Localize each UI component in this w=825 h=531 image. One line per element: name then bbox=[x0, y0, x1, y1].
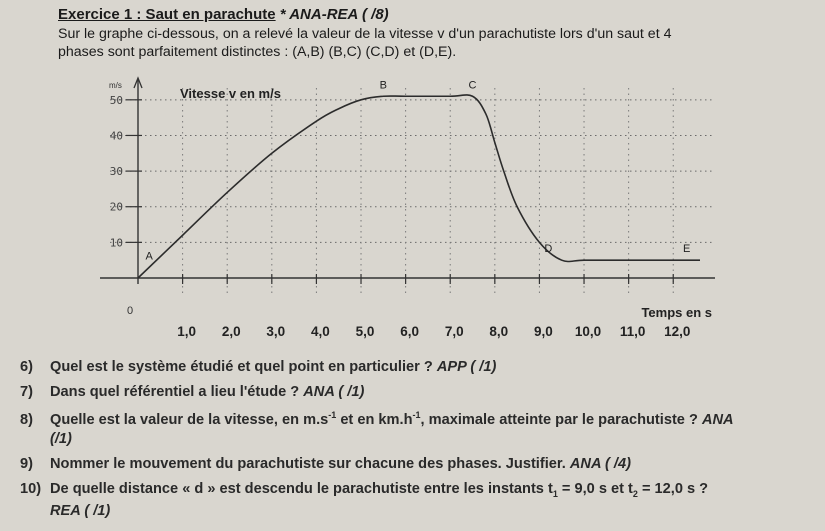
exercise-badge: * ANA-REA ( /8) bbox=[279, 6, 389, 23]
y-tick-label-3: 40 bbox=[109, 129, 123, 143]
x-tick-label-3: 4,0 bbox=[311, 324, 330, 339]
x-tick-label-4: 5,0 bbox=[355, 324, 375, 339]
question-10 bbox=[20, 480, 820, 503]
time-subscript-1: 1 bbox=[552, 488, 558, 499]
question-6 bbox=[20, 358, 496, 376]
exercise-title-text: Exercice 1 : Saut en parachute bbox=[58, 6, 276, 23]
question-tag: APP ( /1) bbox=[436, 359, 497, 375]
point-label-d: D bbox=[544, 243, 553, 256]
x-tick-label-1: 2,0 bbox=[221, 324, 241, 339]
question-8 bbox=[20, 406, 820, 429]
x-tick-label-9: 10,0 bbox=[574, 324, 602, 339]
question-number: 7) bbox=[20, 384, 33, 400]
question-text: Nommer le mouvement du parachutiste sur chacune des phases. Justifier. bbox=[50, 456, 566, 472]
question-text-b: et en km.h bbox=[336, 411, 413, 428]
intro-line-2: phases sont parfaitement distinctes : (A,B) (B,C) (C,D) et (D,E). bbox=[58, 44, 457, 60]
question-7 bbox=[20, 383, 364, 401]
question-tag: ANA ( /1) bbox=[303, 384, 365, 400]
question-text: Quel est le système étudié et quel point en particulier ? bbox=[50, 359, 433, 375]
unit-exponent-1: -1 bbox=[328, 410, 337, 420]
x-tick-label-7: 8,0 bbox=[489, 324, 509, 339]
x-tick-label-0: 1,0 bbox=[177, 324, 196, 339]
x-tick-label-10: 11,0 bbox=[619, 324, 646, 339]
point-label-e: E bbox=[682, 243, 691, 256]
question-tag: (/1) bbox=[50, 431, 72, 447]
y-tick-label-4: 50 bbox=[109, 93, 123, 107]
y-axis-unit: m/s bbox=[109, 81, 122, 90]
x-tick-label-11: 12,0 bbox=[664, 324, 691, 339]
intro-line-1: Sur le graphe ci-dessous, on a relevé la valeur de la vitesse v d'un parachutiste lors d'un saut et 4 bbox=[58, 26, 672, 42]
point-label-c: C bbox=[468, 79, 477, 92]
x-tick-label-6: 7,0 bbox=[444, 324, 464, 339]
question-10-tag-line bbox=[50, 502, 110, 520]
y-tick-label-2: 30 bbox=[109, 165, 123, 179]
point-label-b: B bbox=[379, 79, 387, 92]
time-subscript-2: 2 bbox=[632, 488, 638, 499]
question-text-a: Quelle est la valeur de la vitesse, en m.s bbox=[50, 411, 329, 428]
question-9 bbox=[20, 455, 631, 473]
y-tick-label-1: 20 bbox=[109, 200, 123, 214]
y-tick-label-0: 10 bbox=[109, 236, 123, 250]
question-tag: REA ( /1) bbox=[50, 503, 111, 519]
question-text: Dans quel référentiel a lieu l'étude ? bbox=[50, 384, 300, 400]
origin-label: 0 bbox=[127, 305, 134, 317]
x-axis-label: Temps en s bbox=[641, 305, 712, 320]
unit-exponent-2: -1 bbox=[412, 410, 421, 420]
chart-title: Vitesse v en m/s bbox=[180, 86, 281, 101]
question-text-a: De quelle distance « d » est descendu le parachutiste entre les instants t bbox=[50, 481, 553, 497]
question-text-c: , maximale atteinte par le parachutiste ? bbox=[420, 411, 698, 428]
x-tick-label-2: 3,0 bbox=[266, 324, 286, 339]
question-number: 9) bbox=[20, 456, 33, 472]
point-label-a: A bbox=[145, 250, 153, 263]
question-number: 6) bbox=[20, 359, 33, 375]
x-tick-label-8: 9,0 bbox=[534, 324, 553, 339]
question-number: 8) bbox=[20, 411, 33, 428]
question-text-b: = 9,0 s et t bbox=[557, 481, 633, 497]
question-tag: ANA bbox=[701, 411, 734, 428]
question-text-c: = 12,0 s ? bbox=[637, 481, 709, 497]
question-8-tag-line bbox=[50, 430, 72, 448]
question-tag: ANA ( /4) bbox=[569, 456, 631, 472]
velocity-curve bbox=[138, 95, 700, 278]
x-tick-label-5: 6,0 bbox=[400, 324, 420, 339]
question-number: 10) bbox=[20, 481, 42, 497]
